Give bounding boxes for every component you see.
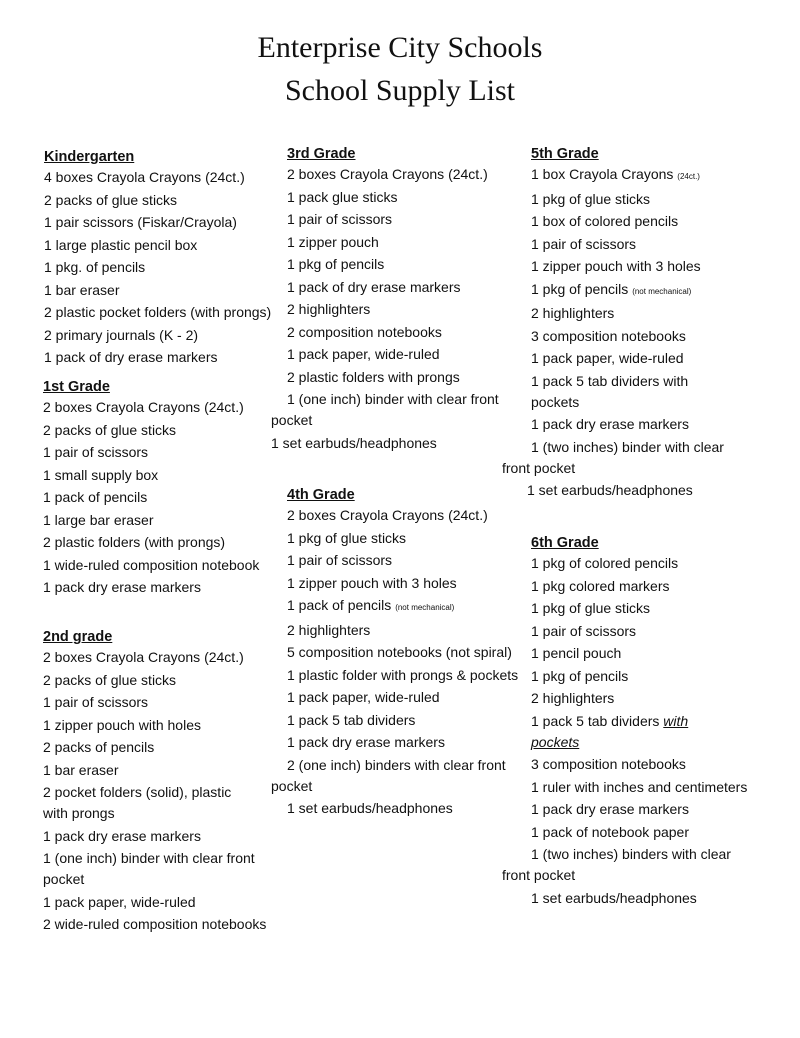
list-item: 1 pack paper, wide-ruled: [287, 346, 440, 362]
section-3rd-grade: [271, 145, 499, 457]
list-item: 2 boxes Crayola Crayons (24ct.): [287, 166, 488, 182]
list-item: 1 set earbuds/headphones: [287, 800, 453, 816]
list-item-note: (24ct.): [677, 172, 700, 181]
section-1st-grade: [43, 378, 259, 602]
list-item: 1 pack dry erase markers: [43, 827, 201, 844]
list-item-note: (not mechanical): [632, 286, 692, 296]
list-item-text: 1 pkg of pencils: [531, 280, 629, 297]
list-item-continuation: pockets: [531, 393, 580, 410]
section-heading: 3rd Grade: [287, 146, 356, 162]
list-item: 1 small supply box: [43, 466, 159, 483]
list-item: 2 composition notebooks: [287, 323, 442, 340]
list-item: 1 bar eraser: [43, 761, 119, 778]
document-title: [0, 26, 800, 112]
section-6th-grade: [502, 534, 748, 912]
list-item: 5 composition notebooks (not spiral): [287, 644, 512, 660]
section-kindergarten: [44, 148, 271, 372]
list-item: 1 zipper pouch with holes: [43, 716, 201, 733]
list-item: 1 pack of notebook paper: [531, 823, 690, 840]
list-item: 1 (two inches) binders with clear: [531, 846, 731, 862]
list-item: 1 pkg of colored pencils: [531, 555, 679, 571]
list-item: 1 pack dry erase markers: [531, 416, 689, 432]
list-item: 2 plastic folders with prongs: [287, 368, 460, 385]
list-item-text: 1 set earbuds/headphones: [271, 434, 437, 451]
list-item: 1 ruler with inches and centimeters: [531, 778, 748, 795]
list-item: 1 pkg of glue sticks: [287, 529, 407, 546]
list-item: 2 packs of pencils: [43, 739, 155, 755]
title-line-2: School Supply List: [284, 74, 516, 107]
list-item: 1 zipper pouch with 3 holes: [531, 258, 701, 274]
list-item: 1 pack of pencils: [43, 489, 148, 505]
list-item: 2 packs of glue sticks: [43, 671, 177, 688]
list-item: 1 pair of scissors: [531, 235, 637, 252]
section-heading: 4th Grade: [287, 487, 355, 503]
list-item: 1 pkg of glue sticks: [531, 190, 651, 207]
continuation-text: pocket: [271, 412, 313, 428]
list-item-continuation: [271, 777, 518, 795]
list-item: 2 highlighters: [287, 621, 371, 638]
list-item: 1 pack 5 tab dividers: [287, 711, 416, 728]
list-item: 1 pack glue sticks: [287, 188, 398, 205]
list-item: 1 pack paper, wide-ruled: [287, 689, 440, 705]
section-5th-grade: [502, 145, 724, 505]
list-item-continuation: [502, 867, 747, 884]
list-item: 1 pkg of pencils: [531, 667, 629, 684]
list-item: 3 composition notebooks: [531, 327, 686, 344]
list-item-text: 1 pack 5 tab dividers: [531, 712, 660, 729]
list-item: 4 boxes Crayola Crayons (24ct.): [44, 169, 245, 185]
list-item: 1 large plastic pencil box: [44, 236, 198, 253]
list-item: 1 pkg colored markers: [531, 577, 670, 594]
list-item: 2 (one inch) binders with clear front: [287, 756, 506, 773]
list-item: 3 composition notebooks: [531, 756, 686, 772]
list-item: [531, 713, 747, 730]
list-item: 1 (one inch) binder with clear front: [287, 391, 499, 407]
list-item: [531, 166, 724, 185]
section-heading: 6th Grade: [531, 535, 599, 551]
list-item: 1 pair of scissors: [287, 211, 393, 227]
list-item: 1 pack of dry erase markers: [287, 278, 461, 295]
section-heading: 2nd grade: [43, 629, 113, 645]
list-item: 1 bar eraser: [44, 281, 120, 298]
list-item: 1 pack paper, wide-ruled: [531, 350, 684, 366]
list-item: 1 wide-ruled composition notebook: [43, 556, 260, 573]
list-item: 2 pocket folders (solid), plastic: [43, 784, 232, 800]
list-item: 1 (two inches) binder with clear: [531, 438, 724, 455]
list-item: [531, 281, 724, 300]
list-item: 2 primary journals (K - 2): [44, 326, 199, 343]
list-item-continuation: with prongs: [43, 805, 115, 821]
list-item-emphasis: with: [663, 712, 689, 729]
list-item: 2 plastic pocket folders (with prongs): [44, 304, 272, 320]
list-item: 1 pkg of glue sticks: [531, 600, 651, 616]
list-item-text: 1 pack of pencils: [287, 597, 392, 613]
list-item-text: 1 set earbuds/headphones: [527, 482, 693, 498]
list-item: 1 large bar eraser: [43, 511, 154, 528]
section-heading: 1st Grade: [43, 379, 110, 395]
list-item: 2 packs of glue sticks: [44, 191, 178, 208]
list-item-note: (not mechanical): [395, 603, 455, 612]
section-heading: Kindergarten: [44, 149, 135, 165]
list-item: 1 plastic folder with prongs & pockets: [287, 666, 519, 683]
list-item: 2 wide-ruled composition notebooks: [43, 916, 267, 932]
list-item: 1 zipper pouch with 3 holes: [287, 574, 457, 591]
list-item: 1 pack paper, wide-ruled: [43, 893, 196, 910]
list-item: 1 box of colored pencils: [531, 213, 679, 229]
continuation-text: pocket: [271, 777, 313, 794]
title-line-1: Enterprise City Schools: [257, 31, 543, 64]
list-item: 1 pencil pouch: [531, 645, 622, 661]
list-item: 1 pack dry erase markers: [287, 734, 445, 750]
list-item: 2 boxes Crayola Crayons (24ct.): [287, 507, 488, 523]
list-item: 2 highlighters: [287, 301, 371, 317]
list-item: 1 pack of dry erase markers: [44, 349, 218, 365]
list-item-continuation: pocket: [43, 871, 85, 887]
list-item: [287, 597, 518, 616]
section-heading: 5th Grade: [531, 146, 599, 162]
list-item: 1 pair scissors (Fiskar/Crayola): [44, 214, 237, 230]
list-item: 1 pair of scissors: [531, 622, 637, 639]
list-item: 2 boxes Crayola Crayons (24ct.): [43, 649, 244, 665]
list-item: 2 plastic folders (with prongs): [43, 534, 226, 550]
list-item: 2 highlighters: [531, 305, 615, 321]
list-item: 1 pkg of pencils: [287, 256, 385, 272]
list-item: 1 pair of scissors: [287, 552, 393, 568]
list-item: 1 (one inch) binder with clear front: [43, 850, 255, 866]
list-item: 1 set earbuds/headphones: [531, 889, 697, 906]
list-item: 1 pack dry erase markers: [531, 801, 689, 817]
section-2nd-grade: [43, 628, 266, 939]
list-item: 1 zipper pouch: [287, 233, 379, 250]
section-4th-grade: [271, 486, 519, 823]
list-item: [271, 434, 499, 452]
list-item: 1 pkg. of pencils: [44, 259, 146, 275]
list-item: 2 packs of glue sticks: [43, 421, 177, 438]
list-item: 1 pair of scissors: [43, 444, 149, 460]
list-item-continuation: pockets: [531, 733, 580, 750]
list-item: [527, 482, 724, 499]
continuation-text: front pocket: [502, 867, 576, 883]
list-item-continuation: [271, 412, 499, 429]
list-item: 2 highlighters: [531, 690, 615, 706]
continuation-text: front pocket: [502, 459, 576, 476]
list-item: 2 boxes Crayola Crayons (24ct.): [43, 399, 244, 415]
list-item: 1 pair of scissors: [43, 694, 149, 710]
list-item-text: 1 box Crayola Crayons: [531, 166, 674, 182]
list-item: 1 pack dry erase markers: [43, 579, 201, 595]
list-item: 1 pack 5 tab dividers with: [531, 372, 689, 389]
list-item-continuation: [502, 459, 724, 477]
